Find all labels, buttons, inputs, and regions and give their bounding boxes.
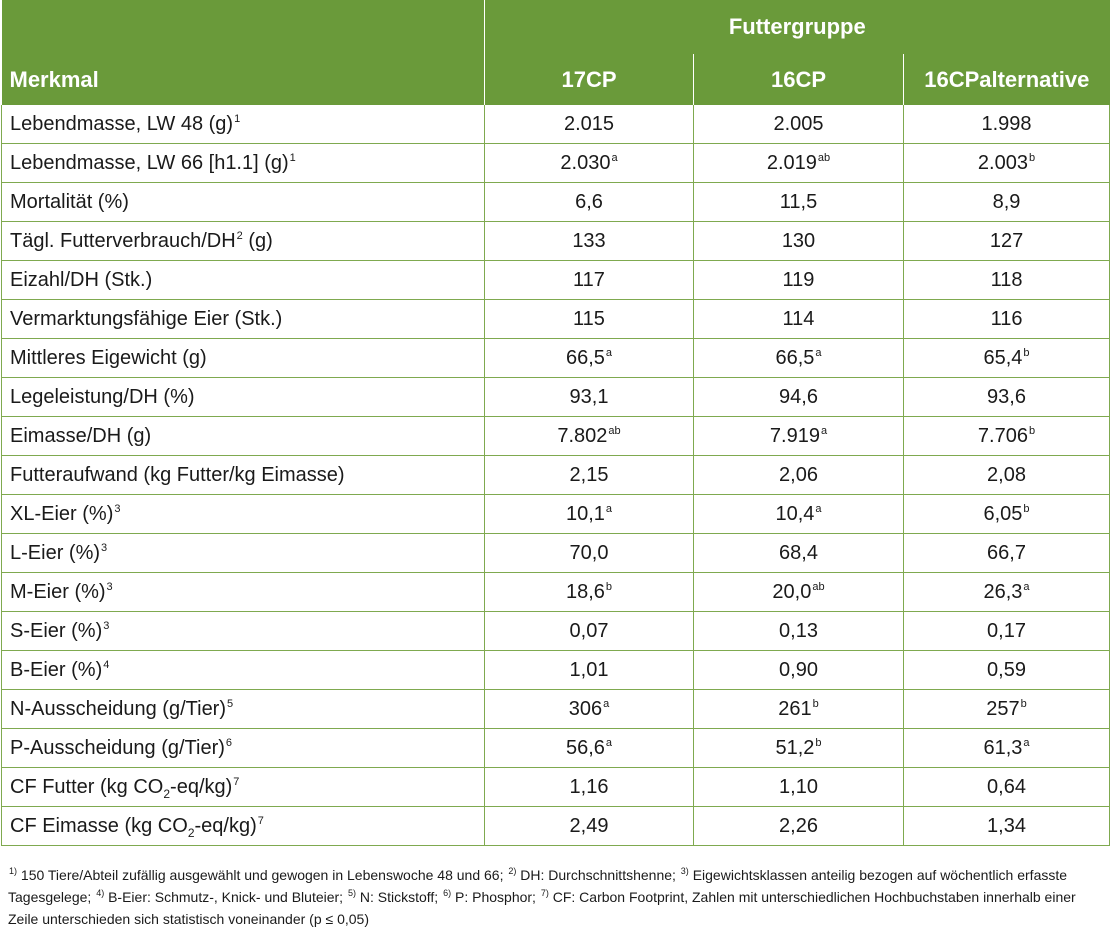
value-cell (485, 495, 694, 534)
row-label (2, 573, 485, 612)
value-cell (694, 339, 904, 378)
row-label-text: B-Eier (%) (10, 658, 103, 681)
row-label-text: M-Eier (%) (10, 580, 106, 603)
value-cell (694, 417, 904, 456)
significance-letter: b (1028, 424, 1036, 437)
row-label (2, 729, 485, 768)
cell-value: 93,6 (987, 385, 1026, 408)
cell-value: 7.706 (977, 424, 1028, 447)
row-label (2, 222, 485, 261)
cell-value: 8,9 (992, 190, 1021, 213)
header-blank-cell (2, 0, 485, 54)
cell-value: 2.005 (773, 112, 824, 135)
cell-value: 6,05 (983, 502, 1023, 525)
significance-letter: a (815, 502, 822, 515)
row-label-text: Tägl. Futterverbrauch/DH (10, 229, 236, 252)
header-row-group (2, 0, 1110, 54)
header-row-columns (2, 54, 1110, 105)
value-cell (904, 261, 1110, 300)
cell-value: 18,6 (565, 580, 605, 603)
significance-letter: ab (608, 424, 621, 437)
significance-letter: a (611, 151, 618, 164)
value-cell (694, 807, 904, 846)
table-row (2, 417, 1110, 456)
significance-letter: b (1028, 151, 1036, 164)
cell-value: 261 (778, 697, 812, 720)
value-cell (485, 729, 694, 768)
table-row (2, 300, 1110, 339)
footnote-marker: 5) (347, 888, 356, 899)
cell-value: 2.030 (560, 151, 611, 174)
value-cell (485, 105, 694, 144)
table-row (2, 612, 1110, 651)
value-cell (694, 300, 904, 339)
footnote-marker: 2) (508, 866, 517, 877)
table-row (2, 495, 1110, 534)
value-cell (485, 612, 694, 651)
significance-letter: a (605, 736, 613, 749)
value-cell (694, 573, 904, 612)
cell-value: 130 (781, 229, 816, 252)
value-cell (485, 456, 694, 495)
cell-value: 2,26 (779, 814, 818, 837)
footnote-marker: 7) (540, 888, 549, 899)
row-label (2, 495, 485, 534)
table-row (2, 339, 1110, 378)
row-label-subscript: 2 (187, 825, 195, 840)
cell-value: 2.019 (766, 151, 817, 174)
row-label-text-after: (g) (242, 229, 273, 252)
value-cell (694, 222, 904, 261)
value-cell (904, 222, 1110, 261)
group-header: Futtergruppe (485, 0, 1110, 54)
row-label-footnote-ref: 3 (103, 619, 110, 632)
cell-value: 26,3 (983, 580, 1023, 603)
row-label-text: S-Eier (%) (10, 619, 103, 642)
cell-value: 0,59 (987, 658, 1026, 681)
table-body (2, 105, 1110, 846)
value-cell (904, 183, 1110, 222)
cell-value: 66,5 (775, 346, 815, 369)
cell-value: 2.015 (563, 112, 615, 135)
significance-letter: a (815, 346, 822, 359)
row-label (2, 183, 485, 222)
row-label-text-after: -eq/kg) (170, 775, 233, 798)
cell-value: 0,90 (779, 658, 818, 681)
cell-value: 1,16 (569, 775, 609, 798)
cell-value: 133 (572, 229, 606, 252)
cell-value: 56,6 (565, 736, 605, 759)
value-cell (485, 534, 694, 573)
row-label-text: Futteraufwand (kg Futter/kg Eimasse) (10, 463, 345, 486)
value-cell (485, 807, 694, 846)
row-label-text: CF Eimasse (kg CO (10, 814, 188, 837)
row-label (2, 144, 485, 183)
table-row (2, 144, 1110, 183)
cell-value: 7.919 (769, 424, 820, 447)
value-cell (904, 339, 1110, 378)
cell-value: 0,17 (987, 619, 1026, 642)
table-row (2, 222, 1110, 261)
table-row (2, 651, 1110, 690)
cell-value: 65,4 (983, 346, 1023, 369)
row-label (2, 651, 485, 690)
significance-letter: b (812, 697, 819, 710)
value-cell (485, 768, 694, 807)
row-label-text: CF Futter (kg CO (10, 775, 164, 798)
row-label (2, 807, 485, 846)
row-label-text: Vermarktungsfähige Eier (Stk.) (10, 307, 283, 330)
row-label (2, 534, 485, 573)
row-label-text: Eimasse/DH (g) (10, 424, 152, 447)
value-cell (904, 417, 1110, 456)
row-label-footnote-ref: 7 (233, 775, 240, 788)
cell-value: 2,15 (569, 463, 609, 486)
table-row (2, 456, 1110, 495)
value-cell (904, 495, 1110, 534)
cell-value: 127 (989, 229, 1024, 252)
footnote-text: 150 Tiere/Abteil zufällig ausgewählt und gewogen in Lebenswoche 48 und 66; (17, 867, 508, 883)
significance-letter: b (1023, 502, 1030, 515)
cell-value: 7.802 (557, 424, 608, 447)
cell-value: 117 (573, 268, 605, 291)
row-label-text: Lebendmasse, LW 66 [h1.1] (g) (10, 151, 289, 174)
row-label (2, 339, 485, 378)
row-label-footnote-ref: 3 (101, 541, 108, 554)
label-column-header: Merkmal (2, 54, 485, 105)
footnote-text: CF: Carbon Footprint, Zahlen mit unterschiedlichen Hochbuchstaben innerhalb einer Zeile unterschieden sich statistisch voneinander (p ≤ 0,05) (8, 889, 1076, 927)
value-cell (904, 378, 1110, 417)
row-label (2, 612, 485, 651)
column-header-17cp: 17CP (485, 54, 694, 105)
row-label-text: Eizahl/DH (Stk.) (10, 268, 153, 291)
significance-letter: b (605, 580, 613, 593)
table-row (2, 105, 1110, 144)
cell-value: 11,5 (779, 190, 818, 213)
cell-value: 0,64 (987, 775, 1026, 798)
value-cell (694, 183, 904, 222)
significance-letter: b (1020, 697, 1027, 710)
value-cell (904, 768, 1110, 807)
value-cell (485, 690, 694, 729)
row-label-footnote-ref: 7 (257, 814, 264, 827)
value-cell (694, 690, 904, 729)
row-label (2, 378, 485, 417)
value-cell (694, 612, 904, 651)
table-row (2, 378, 1110, 417)
value-cell (694, 456, 904, 495)
results-table (1, 0, 1110, 846)
footnote-text: N: Stickstoff; (355, 889, 443, 905)
cell-value: 115 (573, 307, 605, 330)
value-cell (904, 573, 1110, 612)
value-cell (694, 144, 904, 183)
row-label-text: Mortalität (%) (10, 190, 129, 213)
cell-value: 0,07 (569, 619, 609, 642)
row-label-footnote-ref: 3 (106, 580, 113, 593)
cell-value: 1,34 (987, 814, 1026, 837)
value-cell (694, 378, 904, 417)
row-label-text-after: -eq/kg) (194, 814, 257, 837)
table-row (2, 261, 1110, 300)
column-header-16cp: 16CP (694, 54, 904, 105)
table-row (2, 183, 1110, 222)
footnote-marker: 6) (443, 888, 452, 899)
cell-value: 51,2 (775, 736, 815, 759)
significance-letter: a (1023, 736, 1030, 749)
value-cell (485, 378, 694, 417)
cell-value: 94,6 (779, 385, 818, 408)
row-label (2, 261, 485, 300)
row-label-text: Mittleres Eigewicht (g) (10, 346, 207, 369)
cell-value: 119 (782, 268, 815, 291)
column-header-16cpalternative: 16CPalternative (904, 54, 1110, 105)
cell-value: 2.003 (977, 151, 1028, 174)
value-cell (485, 651, 694, 690)
significance-letter: a (1023, 580, 1030, 593)
value-cell (694, 768, 904, 807)
significance-letter: a (603, 697, 610, 710)
value-cell (485, 417, 694, 456)
cell-value: 2,06 (779, 463, 818, 486)
row-label-text: Legeleistung/DH (%) (10, 385, 195, 408)
footnote-marker: 1) (9, 866, 18, 877)
row-label-footnote-ref: 1 (234, 112, 241, 125)
cell-value: 116 (990, 307, 1023, 330)
row-label-footnote-ref: 4 (103, 658, 110, 671)
value-cell (694, 495, 904, 534)
footnote-text: B-Eier: Schmutz-, Knick- und Bluteier; (104, 889, 347, 905)
table-row (2, 768, 1110, 807)
value-cell (485, 144, 694, 183)
row-label-footnote-ref: 2 (236, 229, 243, 242)
value-cell (904, 651, 1110, 690)
table-row (2, 807, 1110, 846)
row-label (2, 105, 485, 144)
significance-letter: b (815, 736, 822, 749)
value-cell (904, 807, 1110, 846)
table-row (2, 690, 1110, 729)
value-cell (485, 261, 694, 300)
cell-value: 61,3 (983, 736, 1023, 759)
value-cell (904, 144, 1110, 183)
row-label-text: L-Eier (%) (10, 541, 101, 564)
value-cell (904, 105, 1110, 144)
cell-value: 66,7 (987, 541, 1026, 564)
value-cell (485, 183, 694, 222)
row-label (2, 768, 485, 807)
cell-value: 118 (990, 268, 1023, 291)
cell-value: 1.998 (981, 112, 1032, 135)
cell-value: 2,08 (987, 463, 1026, 486)
value-cell (904, 300, 1110, 339)
cell-value: 20,0 (772, 580, 812, 603)
value-cell (485, 222, 694, 261)
value-cell (904, 729, 1110, 768)
footnote (8, 864, 1098, 930)
value-cell (694, 651, 904, 690)
value-cell (694, 261, 904, 300)
cell-value: 1,01 (569, 658, 609, 681)
value-cell (694, 534, 904, 573)
cell-value: 306 (568, 697, 603, 720)
value-cell (904, 456, 1110, 495)
value-cell (694, 729, 904, 768)
value-cell (485, 573, 694, 612)
row-label-footnote-ref: 1 (289, 151, 296, 164)
value-cell (485, 339, 694, 378)
row-label-subscript: 2 (163, 786, 171, 801)
significance-letter: a (605, 502, 613, 515)
cell-value: 0,13 (779, 619, 818, 642)
value-cell (904, 612, 1110, 651)
cell-value: 114 (782, 307, 815, 330)
row-label-footnote-ref: 6 (225, 736, 233, 749)
row-label (2, 456, 485, 495)
cell-value: 68,4 (779, 541, 818, 564)
footnote-text: P: Phosphor; (451, 889, 540, 905)
row-label (2, 690, 485, 729)
value-cell (904, 534, 1110, 573)
significance-letter: a (605, 346, 613, 359)
footnote-marker: 4) (96, 888, 105, 899)
row-label (2, 417, 485, 456)
row-label-text: XL-Eier (%) (10, 502, 114, 525)
row-label-text: Lebendmasse, LW 48 (g) (10, 112, 234, 135)
table-row (2, 729, 1110, 768)
footnote-text: DH: Durchschnittshenne; (516, 867, 680, 883)
cell-value: 70,0 (569, 541, 609, 564)
row-label-footnote-ref: 3 (114, 502, 121, 515)
row-label-text: N-Ausscheidung (g/Tier) (10, 697, 227, 720)
significance-letter: ab (817, 151, 831, 164)
cell-value: 2,49 (569, 814, 609, 837)
value-cell (485, 300, 694, 339)
cell-value: 1,10 (779, 775, 818, 798)
cell-value: 66,5 (565, 346, 605, 369)
row-label-footnote-ref: 5 (227, 697, 234, 710)
cell-value: 257 (986, 697, 1020, 720)
value-cell (694, 105, 904, 144)
cell-value: 6,6 (575, 190, 603, 213)
cell-value: 10,4 (775, 502, 815, 525)
cell-value: 93,1 (569, 385, 609, 408)
table-row (2, 534, 1110, 573)
footnote-text: Eigewichtsklassen anteilig bezogen auf wöchentlich erfasste Tagesgelege; (8, 867, 1068, 905)
significance-letter: b (1023, 346, 1030, 359)
significance-letter: a (820, 424, 828, 437)
footnote-marker: 3) (680, 866, 689, 877)
row-label (2, 300, 485, 339)
row-label-text: P-Ausscheidung (g/Tier) (10, 736, 225, 759)
value-cell (904, 690, 1110, 729)
table-row (2, 573, 1110, 612)
cell-value: 10,1 (565, 502, 605, 525)
significance-letter: ab (812, 580, 825, 593)
